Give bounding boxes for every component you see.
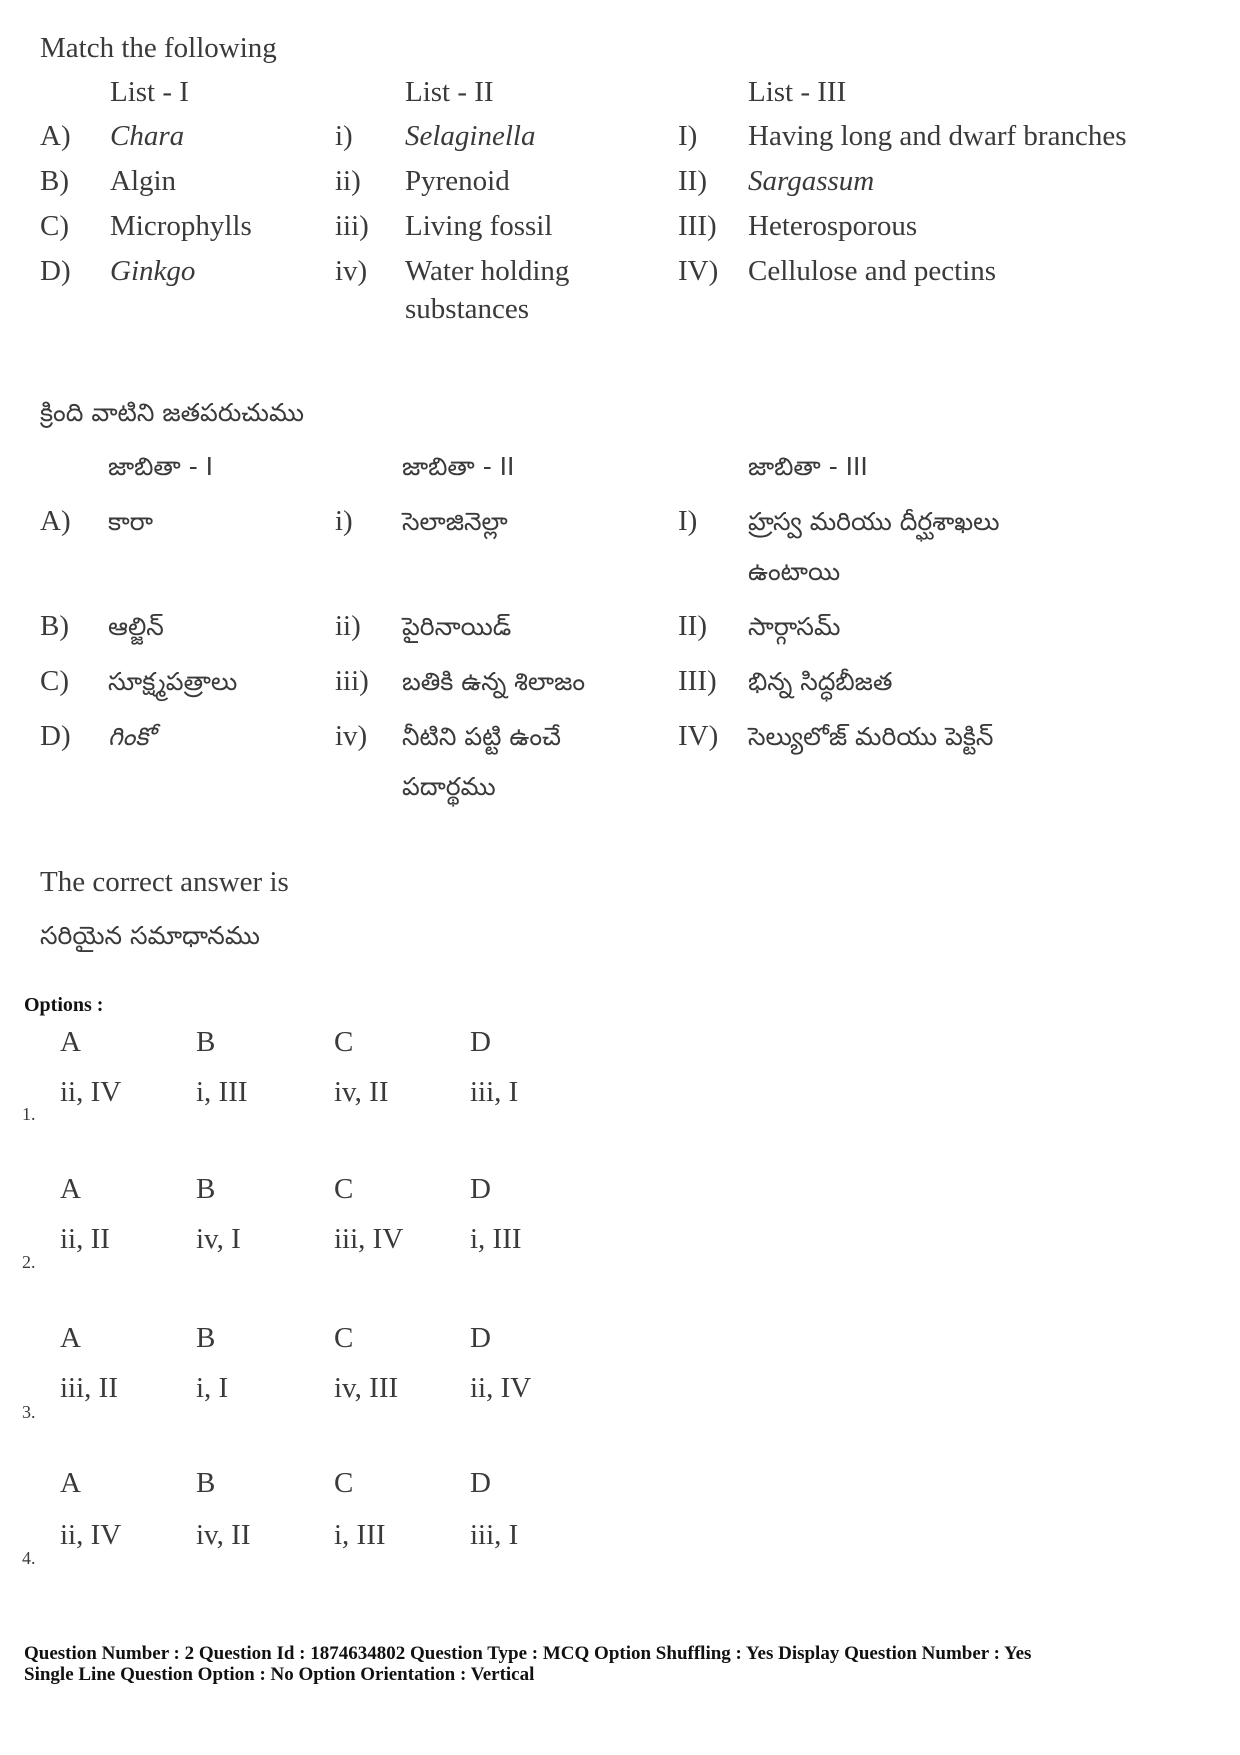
list-3-header: List - III xyxy=(748,76,847,108)
list-1-item: Ginkgo xyxy=(110,255,196,287)
list-2-item-continued: పదార్థము xyxy=(402,772,496,801)
option-value: iii, IV xyxy=(334,1223,404,1255)
list-2-item: Selaginella xyxy=(405,120,536,152)
list-3-item: సెల్యులోజ్ మరియు పెక్టిన్ xyxy=(748,722,994,751)
telugu-list-2-header: జాబితా - II xyxy=(402,452,515,481)
list-1-item: గింకో xyxy=(108,722,155,751)
list-3-item: Heterosporous xyxy=(748,210,918,242)
list-3-item: Having long and dwarf branches xyxy=(748,120,1127,152)
row-roman: III) xyxy=(678,665,717,697)
question-meta-line-1: Question Number : 2 Question Id : 1874634802 Question Type : MCQ Option Shuffling : Yes Display Question Number : Yes xyxy=(24,1643,1032,1664)
list-1-item: Microphylls xyxy=(110,210,252,242)
list-1-header: List - I xyxy=(110,76,189,108)
option-value: iv, I xyxy=(196,1223,241,1255)
answer-prompt: The correct answer is xyxy=(40,866,289,898)
question-heading: Match the following xyxy=(40,32,277,64)
row-letter: A) xyxy=(40,505,71,537)
question-meta-line-2: Single Line Question Option : No Option Orientation : Vertical xyxy=(24,1664,535,1685)
list-1-item: Algin xyxy=(110,165,177,197)
row-numeral: i) xyxy=(335,120,353,152)
option-value: iii, I xyxy=(470,1076,519,1108)
option-value: iii, II xyxy=(60,1372,118,1404)
option-number: 3. xyxy=(22,1402,36,1422)
row-letter: A) xyxy=(40,120,71,152)
option-value: ii, IV xyxy=(470,1372,532,1404)
option-col-header: A xyxy=(60,1322,81,1354)
list-1-item: సూక్ష్మపత్రాలు xyxy=(108,667,238,696)
option-col-header: B xyxy=(196,1322,216,1354)
list-2-item: Pyrenoid xyxy=(405,165,510,197)
row-letter: C) xyxy=(40,210,69,242)
row-roman: IV) xyxy=(678,720,719,752)
option-col-header: D xyxy=(470,1173,491,1205)
list-3-item: Sargassum xyxy=(748,165,875,197)
list-3-item: భిన్న సిద్ధబీజత xyxy=(748,667,893,696)
row-roman: I) xyxy=(678,120,698,152)
list-2-item-continued: substances xyxy=(405,293,530,325)
option-number: 1. xyxy=(22,1104,36,1124)
option-col-header: C xyxy=(334,1026,354,1058)
row-roman: II) xyxy=(678,165,707,197)
option-number: 4. xyxy=(22,1548,36,1568)
row-numeral: iv) xyxy=(335,255,368,287)
list-3-item: హ్రస్వ మరియు దీర్ఘశాఖలు xyxy=(748,507,1000,536)
option-col-header: C xyxy=(334,1322,354,1354)
row-roman: II) xyxy=(678,610,707,642)
row-numeral: iii) xyxy=(335,665,369,697)
row-letter: B) xyxy=(40,165,69,197)
option-value: i, I xyxy=(196,1372,229,1404)
option-col-header: D xyxy=(470,1026,491,1058)
option-value: ii, II xyxy=(60,1223,110,1255)
list-2-item: సెలాజినెల్లా xyxy=(402,507,508,536)
option-col-header: C xyxy=(334,1173,354,1205)
list-2-header: List - II xyxy=(405,76,494,108)
row-roman: IV) xyxy=(678,255,719,287)
option-col-header: C xyxy=(334,1467,354,1499)
list-2-item: Water holding xyxy=(405,255,570,287)
row-numeral: i) xyxy=(335,505,353,537)
option-col-header: D xyxy=(470,1322,491,1354)
list-3-item: Cellulose and pectins xyxy=(748,255,997,287)
option-col-header: B xyxy=(196,1467,216,1499)
row-roman: III) xyxy=(678,210,717,242)
row-roman: I) xyxy=(678,505,698,537)
option-col-header: A xyxy=(60,1026,81,1058)
option-value: ii, IV xyxy=(60,1076,122,1108)
row-letter: B) xyxy=(40,610,69,642)
option-col-header: B xyxy=(196,1173,216,1205)
list-1-item: Chara xyxy=(110,120,185,152)
list-2-item: బతికి ఉన్న శిలాజం xyxy=(402,667,586,696)
list-2-item: పైరినాయిడ్ xyxy=(402,612,512,641)
option-value: i, III xyxy=(334,1519,386,1551)
option-number: 2. xyxy=(22,1252,36,1272)
row-numeral: iii) xyxy=(335,210,369,242)
telugu-question-heading: క్రింది వాటిని జతపరుచుము xyxy=(40,398,305,427)
row-numeral: ii) xyxy=(335,165,361,197)
option-col-header: D xyxy=(470,1467,491,1499)
option-value: iv, II xyxy=(334,1076,389,1108)
telugu-list-3-header: జాబితా - III xyxy=(748,452,868,481)
list-2-item: Living fossil xyxy=(405,210,553,242)
row-letter: C) xyxy=(40,665,69,697)
list-1-item: కారా xyxy=(108,507,154,536)
option-value: i, III xyxy=(196,1076,248,1108)
telugu-list-1-header: జాబితా - I xyxy=(108,452,214,481)
option-value: iv, III xyxy=(334,1372,399,1404)
option-value: i, III xyxy=(470,1223,522,1255)
option-col-header: B xyxy=(196,1026,216,1058)
option-value: ii, IV xyxy=(60,1519,122,1551)
list-3-item: సార్గాసమ్ xyxy=(748,612,841,641)
list-2-item: నీటిని పట్టి ఉంచే xyxy=(402,722,561,751)
row-letter: D) xyxy=(40,720,71,752)
list-1-item: ఆల్జిన్ xyxy=(108,612,164,641)
option-col-header: A xyxy=(60,1467,81,1499)
row-letter: D) xyxy=(40,255,71,287)
option-value: iv, II xyxy=(196,1519,251,1551)
options-label: Options : xyxy=(24,994,104,1016)
option-col-header: A xyxy=(60,1173,81,1205)
row-numeral: ii) xyxy=(335,610,361,642)
list-3-item-continued: ఉంటాయి xyxy=(748,557,841,586)
option-value: iii, I xyxy=(470,1519,519,1551)
row-numeral: iv) xyxy=(335,720,368,752)
telugu-answer-prompt: సరియైన సమాధానము xyxy=(40,921,260,950)
